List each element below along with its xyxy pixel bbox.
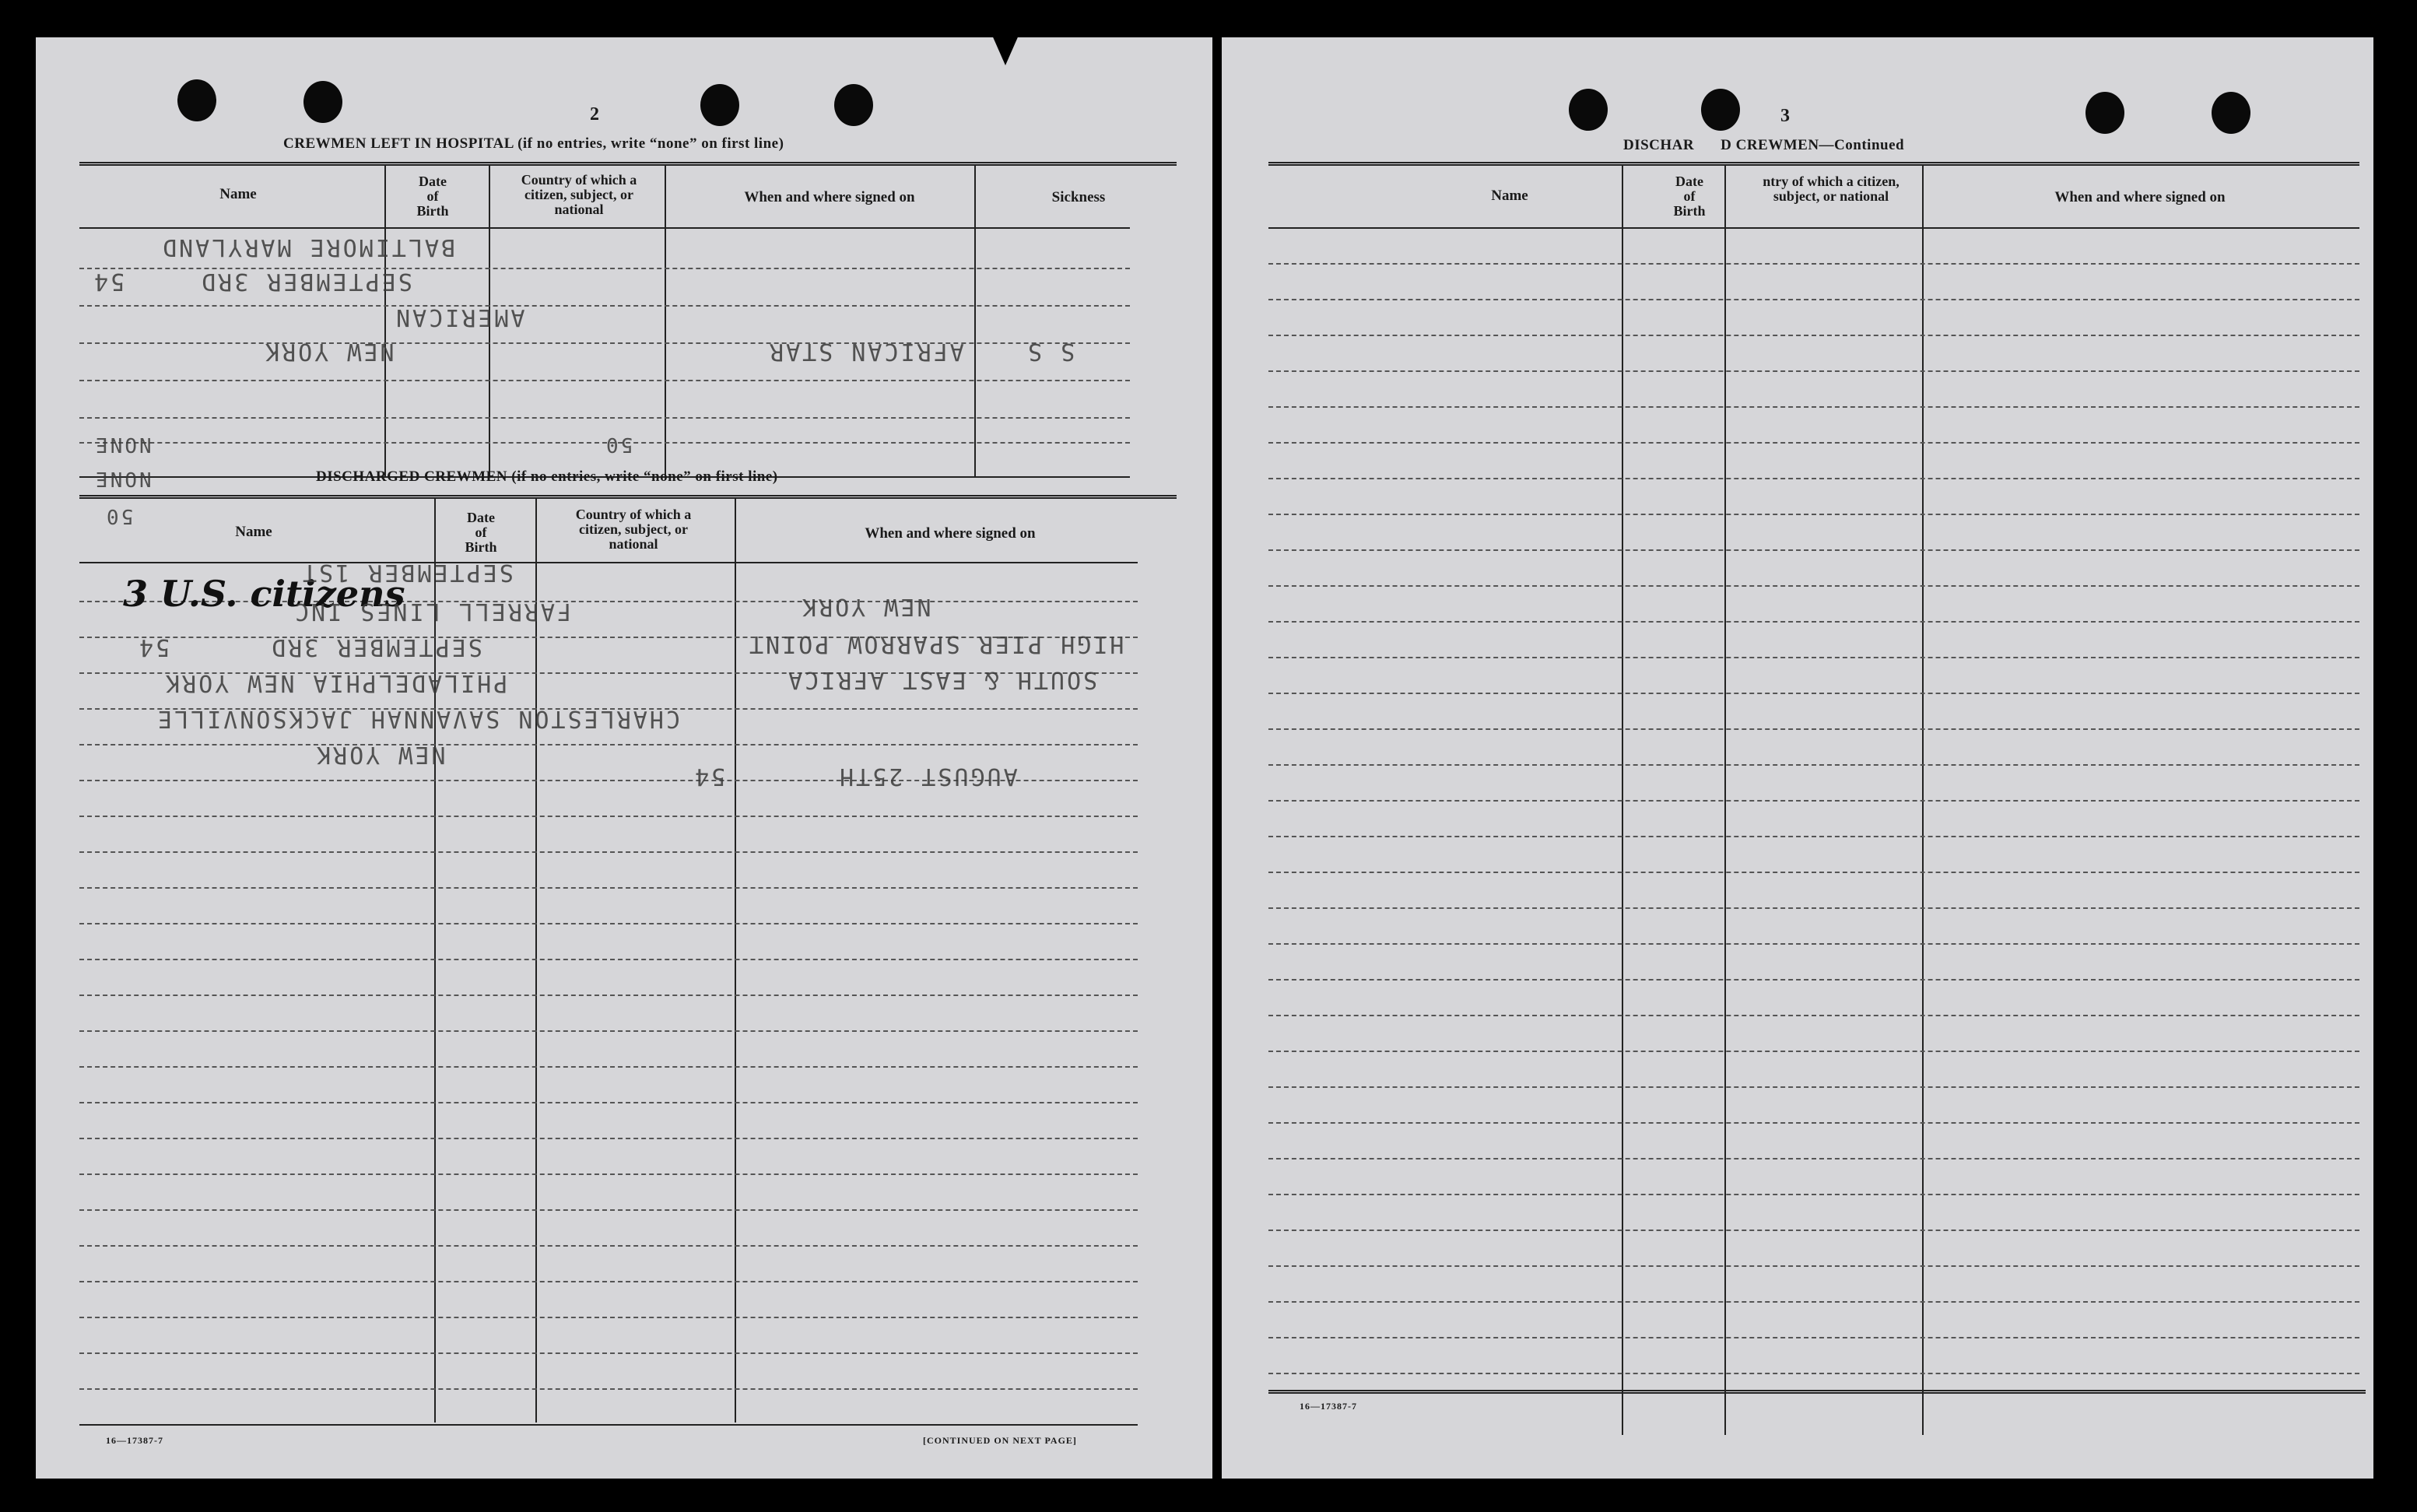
discharged-top-rule [79,495,1177,499]
entry-line [1268,907,2359,909]
entry-line [1268,370,2359,372]
stamp-text: BALTIMORE MARYLAND [160,233,456,261]
col-sickness-header: Sickness [1051,189,1106,205]
entry-line [1268,728,2359,730]
entry-line [1268,514,2359,515]
entry-line [1268,1230,2359,1231]
entry-line [79,342,1130,344]
entry-line [1268,764,2359,766]
punch-hole [834,84,873,126]
header-rule [79,562,1138,563]
stamp-text: 50 [104,504,134,528]
stamp-text: 54 [693,763,726,790]
entry-line [1268,1015,2359,1016]
entry-line [1268,836,2359,837]
entry-line [1268,299,2359,300]
entry-line [1268,406,2359,408]
entry-line [79,1388,1138,1390]
header-rule [1268,227,2359,229]
stamp-text: NONE [93,467,152,490]
stamp-text: 50 [604,433,633,456]
header-rule [79,227,1130,229]
entry-line [79,380,1130,381]
stamp-text: S S [1026,338,1075,365]
entry-line [1268,1194,2359,1195]
entry-line [1268,1122,2359,1124]
stamp-text: SOUTH & EAST AFRICA [786,666,1098,693]
entry-line [1268,943,2359,945]
entry-line [79,417,1130,419]
entry-line [79,923,1138,924]
stamp-text: CHARLESTON SAVANNAH JACKSONVILLE [156,705,680,732]
entry-line [79,816,1138,817]
entry-line [79,1209,1138,1211]
top-rule [1268,162,2359,166]
entry-line [1268,478,2359,479]
entry-line [79,1352,1138,1354]
hospital-section-title: CREWMEN LEFT IN HOSPITAL (if no entries, write “none” on first line) [283,135,784,152]
col-dob-header: Date of Birth [416,174,449,219]
entry-line [1268,1086,2359,1088]
stamp-text: FARRELL LINES INC [293,598,572,625]
entry-line [1268,1337,2359,1338]
discharged-section-title: DISCHARGED CREWMEN (if no entries, write “none” on first line) [316,468,778,485]
col-country-header: ntry of which a citizen, subject, or national [1763,174,1900,204]
entry-line [79,1173,1138,1175]
entry-line [79,1030,1138,1032]
entry-line [1268,1158,2359,1159]
entry-line [79,959,1138,960]
punch-hole [2085,92,2124,134]
col-signed-header: When and where signed on [2054,189,2226,205]
punch-hole [303,81,342,123]
col-divider [665,165,666,476]
entry-line [1268,442,2359,444]
entry-line [79,1138,1138,1139]
col-name-header: Name [1491,188,1528,204]
stamp-text: NEW YORK [263,338,395,365]
continued-note: [CONTINUED ON NEXT PAGE] [923,1435,1077,1446]
col-divider [384,165,386,476]
right-page [1222,37,2373,1479]
punch-hole [1701,89,1740,131]
entry-line [1268,872,2359,873]
col-country-header: Country of which a citizen, subject, or national [521,172,637,217]
page-number: 2 [590,104,599,125]
stamp-text: SEPTEMBER 1ST [300,559,514,586]
stamp-text: 54 [92,268,125,295]
entry-line [79,1317,1138,1318]
entry-line [1268,657,2359,658]
entry-line [79,1066,1138,1068]
entry-line [79,1102,1138,1103]
entry-line [1268,1051,2359,1052]
stamp-text: 54 [137,633,170,661]
discharged-continued-title: DISCHAR D CREWMEN—Continued [1623,137,1905,153]
entry-line [1268,1373,2359,1374]
form-code: 16—17387-7 [106,1435,163,1446]
entry-line [1268,1301,2359,1303]
entry-line [1268,979,2359,981]
bottom-rule [79,1424,1138,1426]
entry-line [1268,335,2359,336]
torn-edge [988,26,1023,65]
entry-line [1268,800,2359,802]
entry-line [1268,693,2359,694]
col-signed-header: When and where signed on [744,189,915,205]
stamp-text: NEW YORK [800,593,931,620]
col-signed-header: When and where signed on [865,525,1036,542]
entry-line [1268,621,2359,623]
punch-hole [177,79,216,121]
hospital-top-rule [79,162,1177,166]
left-page [36,37,1212,1479]
entry-line [79,995,1138,996]
entry-line [79,305,1130,307]
col-name-header: Name [235,524,272,540]
stamp-text: AFRICAN STAR [767,338,964,365]
stamp-text: PHILADELPHIA NEW YORK [163,669,508,696]
col-country-header: Country of which a citizen, subject, or national [575,507,692,552]
stamp-text: NONE [93,433,152,456]
col-dob-header: Date of Birth [1673,174,1706,219]
entry-line [79,1281,1138,1282]
bottom-rule [1268,1390,2366,1394]
entry-line [1268,549,2359,551]
stamp-text: SEPTEMBER 3RD [199,268,412,295]
handwritten-note: 3 U.S. citizens [123,573,405,615]
entry-line [79,1245,1138,1247]
col-name-header: Name [219,186,257,202]
stamp-text: AMERICAN [394,303,525,331]
entry-line [1268,585,2359,587]
entry-line [1268,263,2359,265]
page-number: 3 [1780,106,1790,126]
punch-hole [700,84,739,126]
form-code: 16—17387-7 [1300,1401,1357,1412]
stamp-text: AUGUST 25TH [837,763,1018,790]
punch-hole [2212,92,2250,134]
entry-line [1268,1265,2359,1267]
stamp-text: NEW YORK [314,741,446,768]
stamp-text: HIGH PIER SPARROW POINT [747,630,1124,658]
entry-line [79,744,1138,745]
entry-line [79,887,1138,889]
stamp-text: SEPTEMBER 3RD [269,633,482,661]
col-dob-header: Date of Birth [465,510,497,555]
col-divider [974,165,976,476]
entry-line [79,851,1138,853]
punch-hole [1569,89,1608,131]
